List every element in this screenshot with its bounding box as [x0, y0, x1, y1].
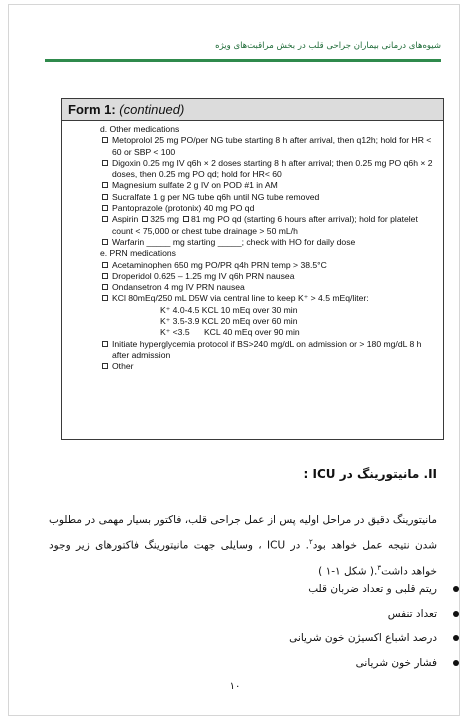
- form-title: [62, 99, 443, 121]
- med-item-sucralfate: Sucralfate 1 g per NG tube q6h until NG tube removed: [100, 192, 433, 203]
- list-item: درصد اشباع اکسیژن خون شریانی: [49, 626, 437, 651]
- kcl-dose-line: K⁺ <3.5 KCL 40 mEq over 90 min: [160, 327, 300, 338]
- section-heading: II. مانیتورینگ در ICU :: [303, 467, 437, 481]
- prn-item-hyperglycemia: Initiate hyperglycemia protocol if BS>240 mg/dL on admission or > 180 mg/dL 8 h after admission: [100, 339, 433, 362]
- checkbox[interactable]: [102, 363, 108, 369]
- reference-mark: ۲: [308, 538, 313, 546]
- checkbox[interactable]: [102, 341, 108, 347]
- med-item-pantoprazole: Pantoprazole (protonix) 40 mg PO qd: [100, 203, 433, 214]
- prn-item-other: Other: [100, 361, 433, 372]
- monitoring-list: [49, 577, 468, 675]
- reference-mark: ۳: [377, 563, 382, 572]
- list-item: فشار خون شریانی: [49, 651, 437, 676]
- prn-item-ondansetron: Ondansetron 4 mg IV PRN nausea: [100, 282, 433, 293]
- header-rule: [45, 59, 441, 62]
- form-body: [62, 121, 443, 373]
- list-item: تعداد تنفس: [49, 602, 437, 627]
- checkbox[interactable]: [183, 216, 189, 222]
- body-paragraph: مانیتورینگ دقیق در مراحل اولیه پس از عمل جراحی قلب، فاکتور بسیار مهمی در مطلوب شدن نتیجه عمل خواهد بود$^۲$. در ICU ، وسایلی جهت مانیتورینگ فاکتورهای زیر وجود خواهد داشت$^۳$.( شکل ۱-۱ ): [49, 514, 437, 577]
- checkbox[interactable]: [102, 216, 108, 222]
- checkbox[interactable]: [102, 160, 108, 166]
- form-title-label: Form 1:: [68, 102, 116, 117]
- checkbox[interactable]: [102, 262, 108, 268]
- kcl-dose-line: K⁺ 4.0-4.5 KCL 10 mEq over 30 min: [160, 304, 298, 315]
- checkbox[interactable]: [102, 239, 108, 245]
- bullet-icon: [453, 635, 459, 641]
- page-number: ۱۰: [229, 681, 241, 692]
- checkbox[interactable]: [102, 205, 108, 211]
- med-item-aspirin: Aspirin 325 mg 81 mg PO qd (starting 6 hours after arrival); hold for platelet count < 75,000 or chest tube drainage > 50 mL/h: [100, 214, 433, 237]
- kcl-dose-line: K⁺ 3.5-3.9 KCL 20 mEq over 60 min: [160, 316, 298, 327]
- list-item: ریتم قلبی و تعداد ضربان قلب: [49, 577, 437, 602]
- form-box: [61, 98, 444, 440]
- prn-item-droperidol: Droperidol 0.625 – 1.25 mg IV q6h PRN nausea: [100, 271, 433, 282]
- checkbox[interactable]: [102, 284, 108, 290]
- prn-item-kcl: KCl 80mEq/250 mL D5W via central line to keep K⁺ > 4.5 mEq/liter:: [100, 293, 433, 304]
- checkbox[interactable]: [102, 194, 108, 200]
- form-title-continued: (continued): [119, 102, 185, 117]
- med-item-metoprolol: Metoprolol 25 mg PO/per NG tube starting 8 h after arrival, then q12h; hold for HR < 60 or SBP < 100: [100, 135, 433, 158]
- book-page: [8, 4, 460, 716]
- checkbox[interactable]: [102, 137, 108, 143]
- running-header: شیوه‌های درمانی بیماران جراحی قلب در بخش مراقبت‌های ویژه: [215, 41, 441, 51]
- bullet-icon: [453, 660, 459, 666]
- checkbox[interactable]: [102, 182, 108, 188]
- checkbox[interactable]: [102, 295, 108, 301]
- bullet-icon: [453, 586, 459, 592]
- bullet-icon: [453, 611, 459, 617]
- checkbox[interactable]: [142, 216, 148, 222]
- section-d-heading: d. Other medications: [100, 124, 180, 134]
- med-item-magnesium: Magnesium sulfate 2 g IV on POD #1 in AM: [100, 180, 433, 191]
- section-e-heading: e. PRN medications: [100, 248, 176, 259]
- checkbox[interactable]: [102, 273, 108, 279]
- prn-item-acetaminophen: Acetaminophen 650 mg PO/PR q4h PRN temp > 38.5°C: [100, 260, 433, 271]
- med-item-warfarin: Warfarin _____ mg starting _____; check with HO for daily dose: [100, 237, 433, 248]
- med-item-digoxin: Digoxin 0.25 mg IV q6h × 2 doses starting 8 h after arrival; then 0.25 mg PO q6h × 2 doses, then 0.25 mg PO qd; hold for HR< 60: [100, 158, 433, 181]
